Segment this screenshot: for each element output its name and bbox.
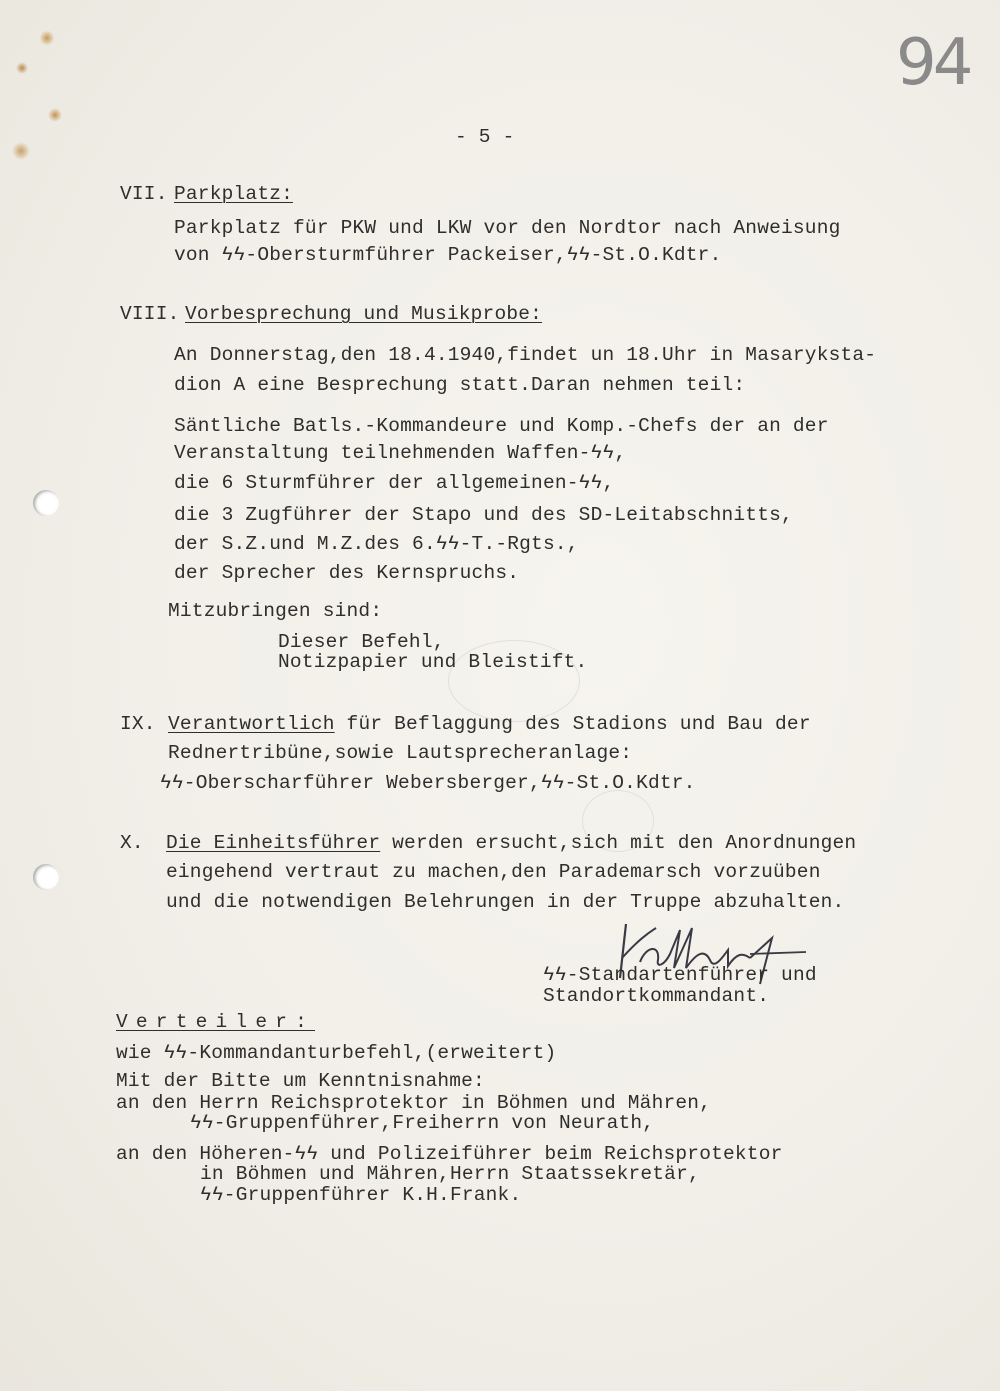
- rust-stain: [12, 142, 30, 160]
- section-viii-line: der Sprecher des Kernspruchs.: [174, 562, 520, 584]
- punch-hole: [33, 490, 59, 516]
- distribution-line: an den Höheren-ϟϟ und Polizeiführer beim Reichsprotektor: [116, 1143, 783, 1165]
- section-ix-line: Rednertribüne,sowie Lautsprecheranlage:: [168, 742, 633, 764]
- section-ix-heading-line: [168, 715, 811, 735]
- distribution-line: ϟϟ-Gruppenführer K.H.Frank.: [200, 1184, 522, 1206]
- distribution-heading: Verteiler:: [116, 1011, 316, 1033]
- distribution-line: Mit der Bitte um Kenntnisnahme:: [116, 1070, 485, 1092]
- section-x-numeral: X.: [120, 832, 144, 854]
- section-x-heading-rest: werden ersucht,sich mit den Anordnungen: [380, 832, 857, 854]
- rust-stain: [48, 108, 62, 122]
- section-viii-line: der S.Z.und M.Z.des 6.ϟϟ-T.-Rgts.,: [174, 533, 579, 555]
- page-number: - 5 -: [455, 126, 515, 148]
- distribution-line: in Böhmen und Mähren,Herrn Staatssekretär,: [200, 1163, 700, 1185]
- section-x-heading: Die Einheitsführer: [166, 832, 381, 854]
- section-viii-line: An Donnerstag,den 18.4.1940,findet un 18.Uhr in Masaryksta-: [174, 344, 877, 366]
- bring-item: Notizpapier und Bleistift.: [278, 651, 588, 673]
- distribution-line: wie ϟϟ-Kommandanturbefehl,(erweitert): [116, 1042, 557, 1064]
- rust-stain: [16, 62, 28, 74]
- section-x-line: und die notwendigen Belehrungen in der Truppe abzuhalten.: [166, 891, 845, 913]
- distribution-line: ϟϟ-Gruppenführer,Freiherrn von Neurath,: [190, 1112, 655, 1134]
- section-x-heading-line: [166, 834, 856, 854]
- section-ix-line: ϟϟ-Oberscharführer Webersberger,ϟϟ-St.O.Kdtr.: [160, 772, 696, 794]
- section-ix-heading: Verantwortlich: [168, 713, 335, 735]
- distribution-line: an den Herrn Reichsprotektor in Böhmen und Mähren,: [116, 1092, 712, 1114]
- section-viii-line: die 3 Zugführer der Stapo und des SD-Leitabschnitts,: [174, 504, 793, 526]
- signature-title: Standortkommandant.: [543, 985, 770, 1007]
- section-viii-line: Säntliche Batls.-Kommandeure und Komp.-Chefs der an der: [174, 415, 829, 437]
- section-ix-numeral: IX.: [120, 713, 156, 735]
- punch-hole: [33, 864, 59, 890]
- rust-stain: [40, 30, 54, 46]
- bring-item: Dieser Befehl,: [278, 631, 445, 653]
- section-vii-line: von ϟϟ-Obersturmführer Packeiser,ϟϟ-St.O.Kdtr.: [174, 244, 722, 266]
- section-viii-line: Veranstaltung teilnehmenden Waffen-ϟϟ,: [174, 442, 627, 464]
- section-ix-heading-rest: für Beflaggung des Stadions und Bau der: [334, 713, 811, 735]
- bring-label: Mitzubringen sind:: [168, 600, 383, 622]
- section-viii-heading: Vorbesprechung und Musikprobe:: [185, 303, 543, 325]
- section-viii-line: dion A eine Besprechung statt.Daran nehmen teil:: [174, 374, 746, 396]
- section-x-line: eingehend vertraut zu machen,den Parademarsch vorzuüben: [166, 861, 821, 883]
- section-vii-line: Parkplatz für PKW und LKW vor den Nordtor nach Anweisung: [174, 217, 841, 239]
- signature-title: ϟϟ-Standartenführer und: [543, 964, 817, 986]
- section-viii-line: die 6 Sturmführer der allgemeinen-ϟϟ,: [174, 472, 615, 494]
- section-vii-numeral: VII.: [120, 183, 168, 205]
- archive-number: 94: [896, 26, 970, 100]
- section-viii-numeral: VIII.: [120, 303, 180, 325]
- section-vii-heading: Parkplatz:: [174, 183, 294, 205]
